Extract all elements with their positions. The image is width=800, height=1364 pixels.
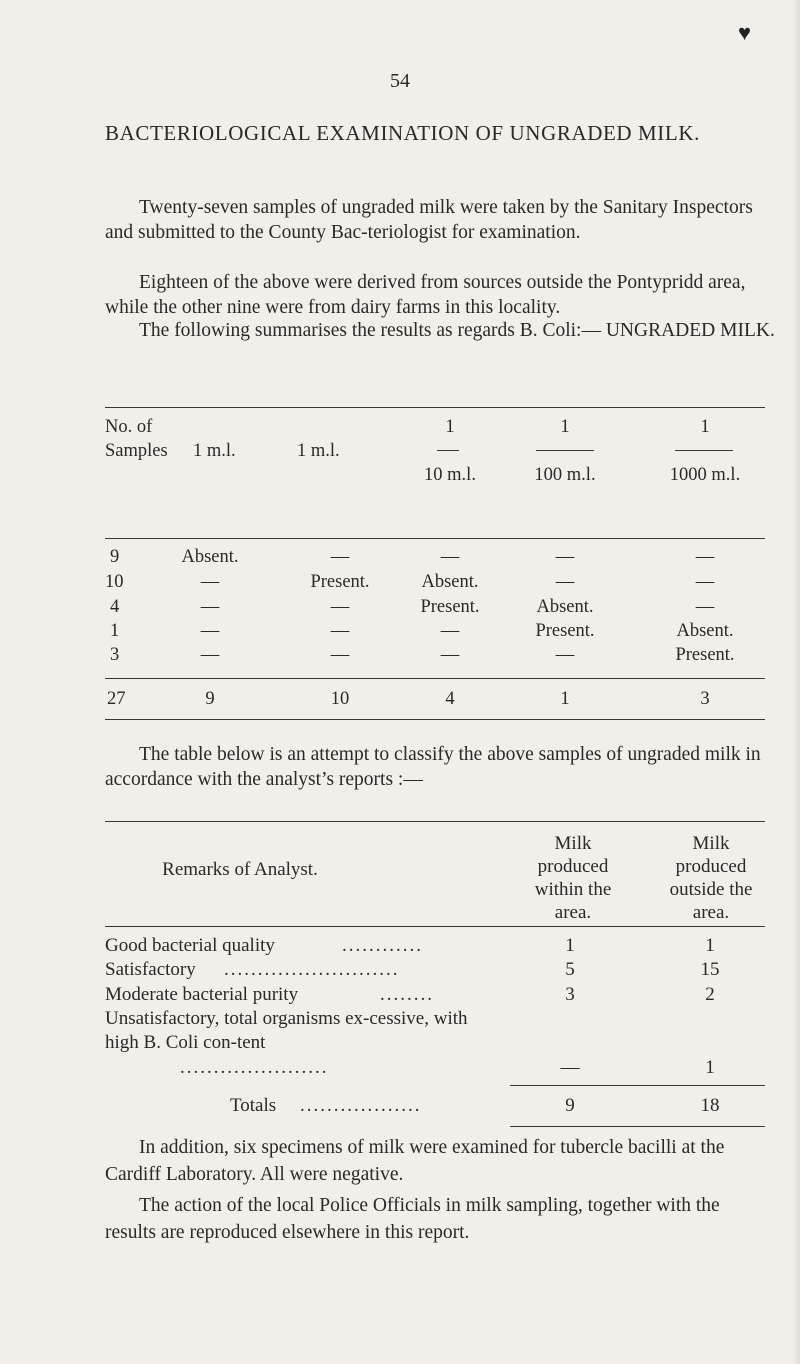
cell: —: [330, 597, 350, 617]
cell: 4: [445, 689, 455, 709]
cell: 10: [330, 689, 350, 709]
cell: —: [440, 645, 460, 665]
cell: Absent.: [536, 597, 594, 617]
cell: —: [555, 547, 575, 567]
cell: —: [330, 621, 350, 641]
totals-rule: [105, 678, 765, 679]
paragraph-sources: Eighteen of the above were derived from sources outside the Pontypridd area, while the other nine were from dairy farms in this locality.: [105, 272, 746, 318]
paragraph-tubercle: In addition, six specimens of milk were examined for tubercle bacilli at the Cardiff Laboratory. All were negative.: [105, 1137, 725, 1185]
page-edge-shadow: [792, 0, 800, 1364]
cell: —: [695, 597, 715, 617]
fraction-bar: [675, 450, 733, 451]
row-label: Moderate bacterial purity: [105, 984, 299, 1005]
header-rule: [105, 538, 765, 539]
cell: 1: [560, 689, 570, 709]
cell: Present.: [535, 621, 595, 641]
dot-leader: ..........................: [224, 959, 400, 980]
cell: Present.: [675, 645, 735, 665]
cell: Absent.: [181, 547, 239, 567]
header-1ml-b: 1 m.l.: [297, 441, 340, 461]
header-10ml-den: 10 m.l.: [424, 465, 476, 485]
header-within: Milk produced within the area.: [534, 833, 612, 923]
header-samples: Samples: [105, 441, 168, 461]
cell: —: [440, 621, 460, 641]
dot-leader: ........: [380, 984, 434, 1005]
cell: —: [200, 597, 220, 617]
cell: 9: [110, 547, 120, 567]
header-remarks: Remarks of Analyst.: [162, 859, 318, 880]
cell: 27: [107, 689, 126, 709]
paragraph-police: The action of the local Police Officials in milk sampling, together with the results are reproduced elsewhere in this report.: [105, 1195, 720, 1243]
cell: Absent.: [676, 621, 734, 641]
header-1ml-a: 1 m.l.: [193, 441, 236, 461]
cell: 9: [205, 689, 215, 709]
dot-leader: ............: [342, 935, 423, 956]
cell-within: 1: [565, 935, 575, 956]
header-outside: Milk produced outside the area.: [669, 833, 753, 923]
cell-outside: 1: [705, 1057, 715, 1078]
header-1000ml-num: 1: [700, 417, 710, 437]
header-100ml-den: 100 m.l.: [534, 465, 596, 485]
cell: Absent.: [421, 572, 479, 592]
cell: —: [330, 547, 350, 567]
cell: —: [200, 645, 220, 665]
paragraph-classify: The table below is an attempt to classify the above samples of ungraded milk in accordance with the analyst’s reports :—: [105, 744, 761, 790]
totals-within: 9: [565, 1095, 575, 1116]
header-10ml-num: 1: [445, 417, 455, 437]
table-bottom-rule: [510, 1126, 765, 1127]
cell: —: [200, 621, 220, 641]
cell: 3: [110, 645, 120, 665]
page-number: 54: [390, 70, 410, 92]
table-top-rule: [105, 821, 765, 822]
cell: —: [330, 645, 350, 665]
cell-outside: 1: [705, 935, 715, 956]
cell: Present.: [310, 572, 370, 592]
totals-rule: [510, 1085, 765, 1086]
totals-label: Totals: [230, 1095, 277, 1116]
cell-within: 3: [565, 984, 575, 1005]
cell-outside: 2: [705, 984, 715, 1005]
cell-within: —: [560, 1057, 580, 1078]
totals-outside: 18: [700, 1095, 720, 1116]
dot-leader: ..................: [300, 1095, 422, 1116]
cell-outside: 15: [700, 959, 720, 980]
cell: 1: [110, 621, 120, 641]
cell-within: 5: [565, 959, 575, 980]
table-top-rule: [105, 407, 765, 408]
header-no-of: No. of: [105, 417, 153, 437]
row-label: Satisfactory: [105, 959, 196, 980]
paragraph-samples: Twenty-seven samples of ungraded milk were taken by the Sanitary Inspectors and submitted to the County Bac-teriologist for examination.: [105, 197, 753, 243]
fraction-bar: [437, 450, 459, 451]
cell: Present.: [420, 597, 480, 617]
header-100ml-num: 1: [560, 417, 570, 437]
cell: —: [200, 572, 220, 592]
cell: 3: [700, 689, 710, 709]
page-mark: ♥: [738, 20, 752, 45]
table-bottom-rule: [105, 719, 765, 720]
cell: 4: [110, 597, 120, 617]
fraction-bar: [536, 450, 594, 451]
cell: —: [695, 547, 715, 567]
section-heading: BACTERIOLOGICAL EXAMINATION OF UNGRADED MILK.: [105, 121, 700, 145]
cell: 10: [105, 572, 124, 592]
cell: —: [440, 547, 460, 567]
row-label: Good bacterial quality: [105, 935, 275, 956]
cell: —: [555, 572, 575, 592]
header-rule: [105, 926, 765, 927]
paragraph-summary: The following summarises the results as regards B. Coli:— UNGRADED MILK.: [139, 320, 775, 341]
row-label: Unsatisfactory, total organisms ex-cessive, with high B. Coli con-tent: [105, 1008, 468, 1053]
header-1000ml-den: 1000 m.l.: [669, 465, 741, 485]
dot-leader: ......................: [180, 1057, 329, 1078]
cell: —: [695, 572, 715, 592]
cell: —: [555, 645, 575, 665]
